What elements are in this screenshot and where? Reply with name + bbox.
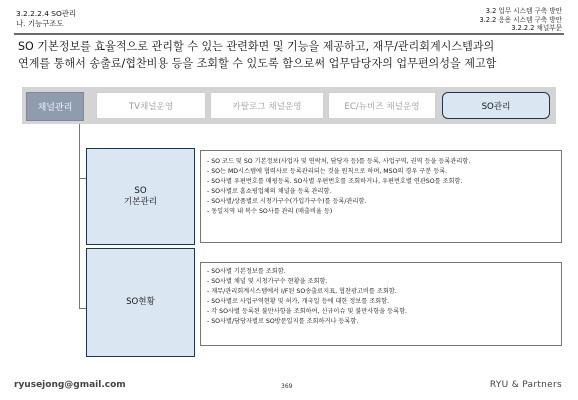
title-line: SO 기본정보를 효율적으로 관리할 수 있는 관련화면 및 기능을 제공하고, 재무/관리회계시스템과의: [18, 40, 495, 53]
footer-brand: RYU & Partners: [489, 380, 562, 390]
footer-email: ryusejong@gmail.com: [14, 380, 126, 390]
function-item: - SO사별로 사업구역현황 및 허가, 개국일 등에 대한 정보를 조회함.: [207, 298, 390, 305]
header-divider: [14, 33, 564, 35]
function-item: - SO사별/담당자별로 SO방문일지를 조회하거나 등록함.: [207, 318, 359, 325]
breadcrumb-item: 3.2.2.2 채널부문: [511, 24, 562, 33]
function-item: - SO사별 기본정보를 조회함.: [207, 268, 286, 275]
function-item: - 각 SO사별 등록된 불만사항을 조회하여, 신규이슈 및 불만사항을 등록함.: [207, 308, 408, 315]
function-item: - 동일지역 내 복수 SO사를 관리 (매출비율 등): [207, 208, 333, 215]
section-heading: [16, 9, 76, 29]
module-so-basic-functions: [200, 150, 562, 243]
connector-line: [79, 178, 86, 179]
nav-label: 채널관리: [26, 92, 84, 121]
module-label: 기본관리: [123, 196, 158, 207]
module-label: SO: [134, 185, 147, 196]
tab-catalog-channel[interactable]: 카탈로그 채널운영: [210, 92, 324, 119]
section-number: 3.2.2.2.4 SO관리: [16, 9, 77, 18]
tab-ec-newbiz-channel[interactable]: EC/뉴비즈 채널운영: [328, 92, 436, 119]
module-so-status: [86, 248, 195, 357]
connector-line: [79, 178, 80, 308]
function-item: - 재무/관리회계시스템에서 I/F된 SO송출료지표, 협찬광고비를 조회함.: [207, 288, 397, 295]
function-item: - SO사별 채널 및 시청가구수 현황을 조회함.: [207, 278, 328, 285]
function-item: - SO사별/상품별로 시청가구수(가입가구수)를 등록/관리함.: [207, 198, 367, 205]
connector-line: [79, 308, 86, 309]
breadcrumb-item: 3.2.2 응용 시스템 구축 방안: [479, 15, 562, 24]
function-item: - SO 코드 및 SO 기본정보(사업자 및 연락처, 담당자 등)를 등록, 사업구역, 권역 등을 등록관리함.: [207, 158, 471, 165]
section-sub: 나. 기능구조도: [16, 19, 64, 28]
function-item: - SO사별로 홈쇼핑업체의 채널을 등록 관리함.: [207, 188, 332, 195]
title-line: 연계를 통해서 송출료/협찬비용 등을 조회할 수 있도록 함으로써 업무담당자의 업무편의성을 제고함: [18, 57, 497, 70]
tab-so-management[interactable]: SO관리: [442, 92, 550, 119]
breadcrumb: [480, 7, 563, 33]
module-so-basic: [86, 148, 195, 245]
module-label: SO현황: [126, 297, 155, 307]
tab-tv-channel[interactable]: TV채널운영: [96, 92, 206, 119]
function-item: - SO사별 우편번호를 매핑등록. SO사별 우편번호를 조회하거나, 우편번호별 연관SO를 조회함.: [207, 178, 463, 185]
connector-line: [79, 124, 80, 178]
page-title: [18, 38, 566, 72]
module-so-status-functions: [200, 262, 562, 346]
page-number: 369: [281, 383, 293, 390]
function-item: - SO는 MD시스템에 협력사로 등록관리되는 것을 원칙으로 하며, MSO의 경우 구분 등록.: [207, 168, 448, 175]
breadcrumb-item: 3.2 업무 시스템 구축 방안: [485, 7, 562, 15]
